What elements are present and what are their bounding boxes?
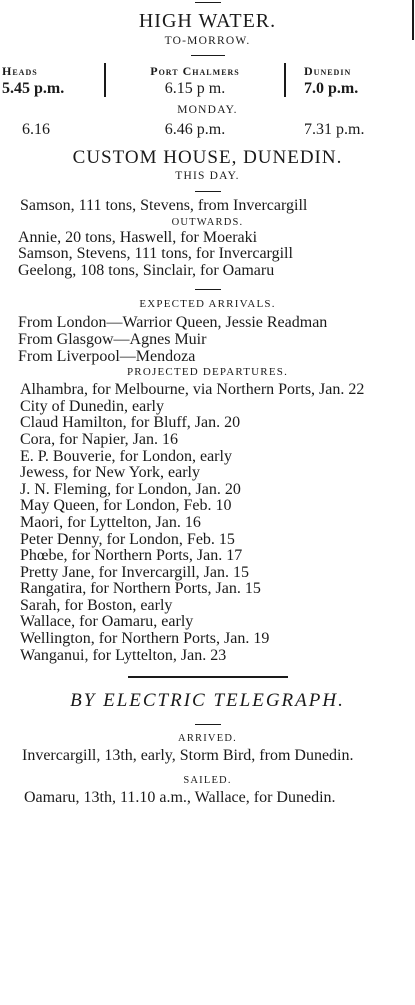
- high-water-title: HIGH WATER.: [138, 10, 277, 32]
- departure-entry: Maori, for Lyttelton, Jan. 16: [20, 513, 201, 531]
- telegraph-title: BY ELECTRIC TELEGRAPH.: [70, 690, 345, 712]
- divider-rule: [195, 289, 221, 290]
- departure-entry: Wellington, for Northern Ports, Jan. 19: [20, 630, 270, 648]
- tide-dunedin-monday: 7.31 p.m.: [304, 121, 365, 138]
- col-header-dunedin: Dunedin: [304, 64, 352, 78]
- departure-entry: Sarah, for Boston, early: [20, 596, 173, 614]
- divider-rule: [195, 724, 221, 725]
- sailed-entry: Oamaru, 13th, 11.10 a.m., Wallace, for Dunedin.: [24, 789, 336, 807]
- departure-entry: Wanganui, for Lyttelton, Jan. 23: [20, 646, 227, 664]
- arrived-entry: Invercargill, 13th, early, Storm Bird, from Dunedin.: [22, 747, 354, 765]
- tide-dunedin-tomorrow: 7.0 p.m.: [304, 80, 359, 97]
- custom-house-title: CUSTOM HOUSE, DUNEDIN.: [72, 147, 343, 168]
- outwards-entry: Annie, 20 tons, Haswell, for Moeraki: [18, 228, 258, 246]
- tide-heads-monday: 6.16: [22, 121, 50, 138]
- arrival-entry: From London—Warrior Queen, Jessie Readman: [18, 314, 328, 332]
- section-rule: [128, 676, 288, 678]
- tide-table: [0, 63, 415, 97]
- tide-heads-tomorrow: 5.45 p.m.: [2, 80, 65, 97]
- tide-col-port-chalmers: [104, 63, 286, 97]
- tide-row-monday: [0, 121, 415, 138]
- divider-rule: [195, 191, 221, 192]
- outwards-entry: Samson, Stevens, 111 tons, for Invercargill: [18, 245, 293, 263]
- departure-entry: Pretty Jane, for Invercargill, Jan. 15: [20, 563, 249, 581]
- arrival-entry: From Glasgow—Agnes Muir: [18, 330, 207, 348]
- tide-col-dunedin: [286, 63, 415, 97]
- departure-entry: May Queen, for London, Feb. 10: [20, 497, 232, 515]
- divider-rule: [191, 55, 225, 56]
- outwards-entry: Geelong, 108 tons, Sinclair, for Oamaru: [18, 261, 275, 279]
- departure-entry: Rangatira, for Northern Ports, Jan. 15: [20, 580, 261, 598]
- tide-port-monday: 6.46 p.m.: [164, 121, 226, 138]
- column-edge-mark: [412, 0, 414, 40]
- sailed-label: SAILED.: [183, 775, 232, 787]
- departure-entry: Cora, for Napier, Jan. 16: [20, 430, 178, 448]
- high-water-subtitle: TO-MORROW.: [164, 35, 251, 47]
- monday-label: MONDAY.: [177, 104, 238, 116]
- inwards-entry: Samson, 111 tons, Stevens, from Invercargill: [20, 197, 308, 214]
- top-rule: [195, 2, 221, 3]
- tide-col-heads: [0, 63, 104, 97]
- departure-entry: City of Dunedin, early: [20, 397, 164, 415]
- departure-entry: E. P. Bouverie, for London, early: [20, 447, 232, 465]
- outwards-label: OUTWARDS.: [171, 216, 244, 228]
- departure-entry: Phœbe, for Northern Ports, Jan. 17: [20, 547, 243, 565]
- departure-entry: Claud Hamilton, for Bluff, Jan. 20: [20, 414, 241, 432]
- departure-entry: Jewess, for New York, early: [20, 464, 200, 482]
- departure-entry: Alhambra, for Melbourne, via Northern Ports, Jan. 22: [20, 381, 365, 399]
- departure-entry: Peter Denny, for London, Feb. 15: [20, 530, 235, 548]
- departure-entry: Wallace, for Oamaru, early: [20, 613, 194, 631]
- arrival-entry: From Liverpool—Mendoza: [18, 347, 196, 365]
- projected-departures-label: PROJECTED DEPARTURES.: [126, 366, 289, 379]
- custom-house-subtitle: THIS DAY.: [175, 170, 240, 182]
- departures-list: [0, 399, 415, 665]
- expected-arrivals-label: EXPECTED ARRIVALS.: [139, 298, 276, 311]
- departure-entry: J. N. Fleming, for London, Jan. 20: [20, 480, 241, 498]
- arrived-label: ARRIVED.: [178, 733, 237, 745]
- col-header-port-chalmers: Port Chalmers: [150, 64, 240, 78]
- tide-port-tomorrow: 6.15 p m.: [164, 80, 226, 97]
- col-header-heads: Heads: [2, 64, 38, 78]
